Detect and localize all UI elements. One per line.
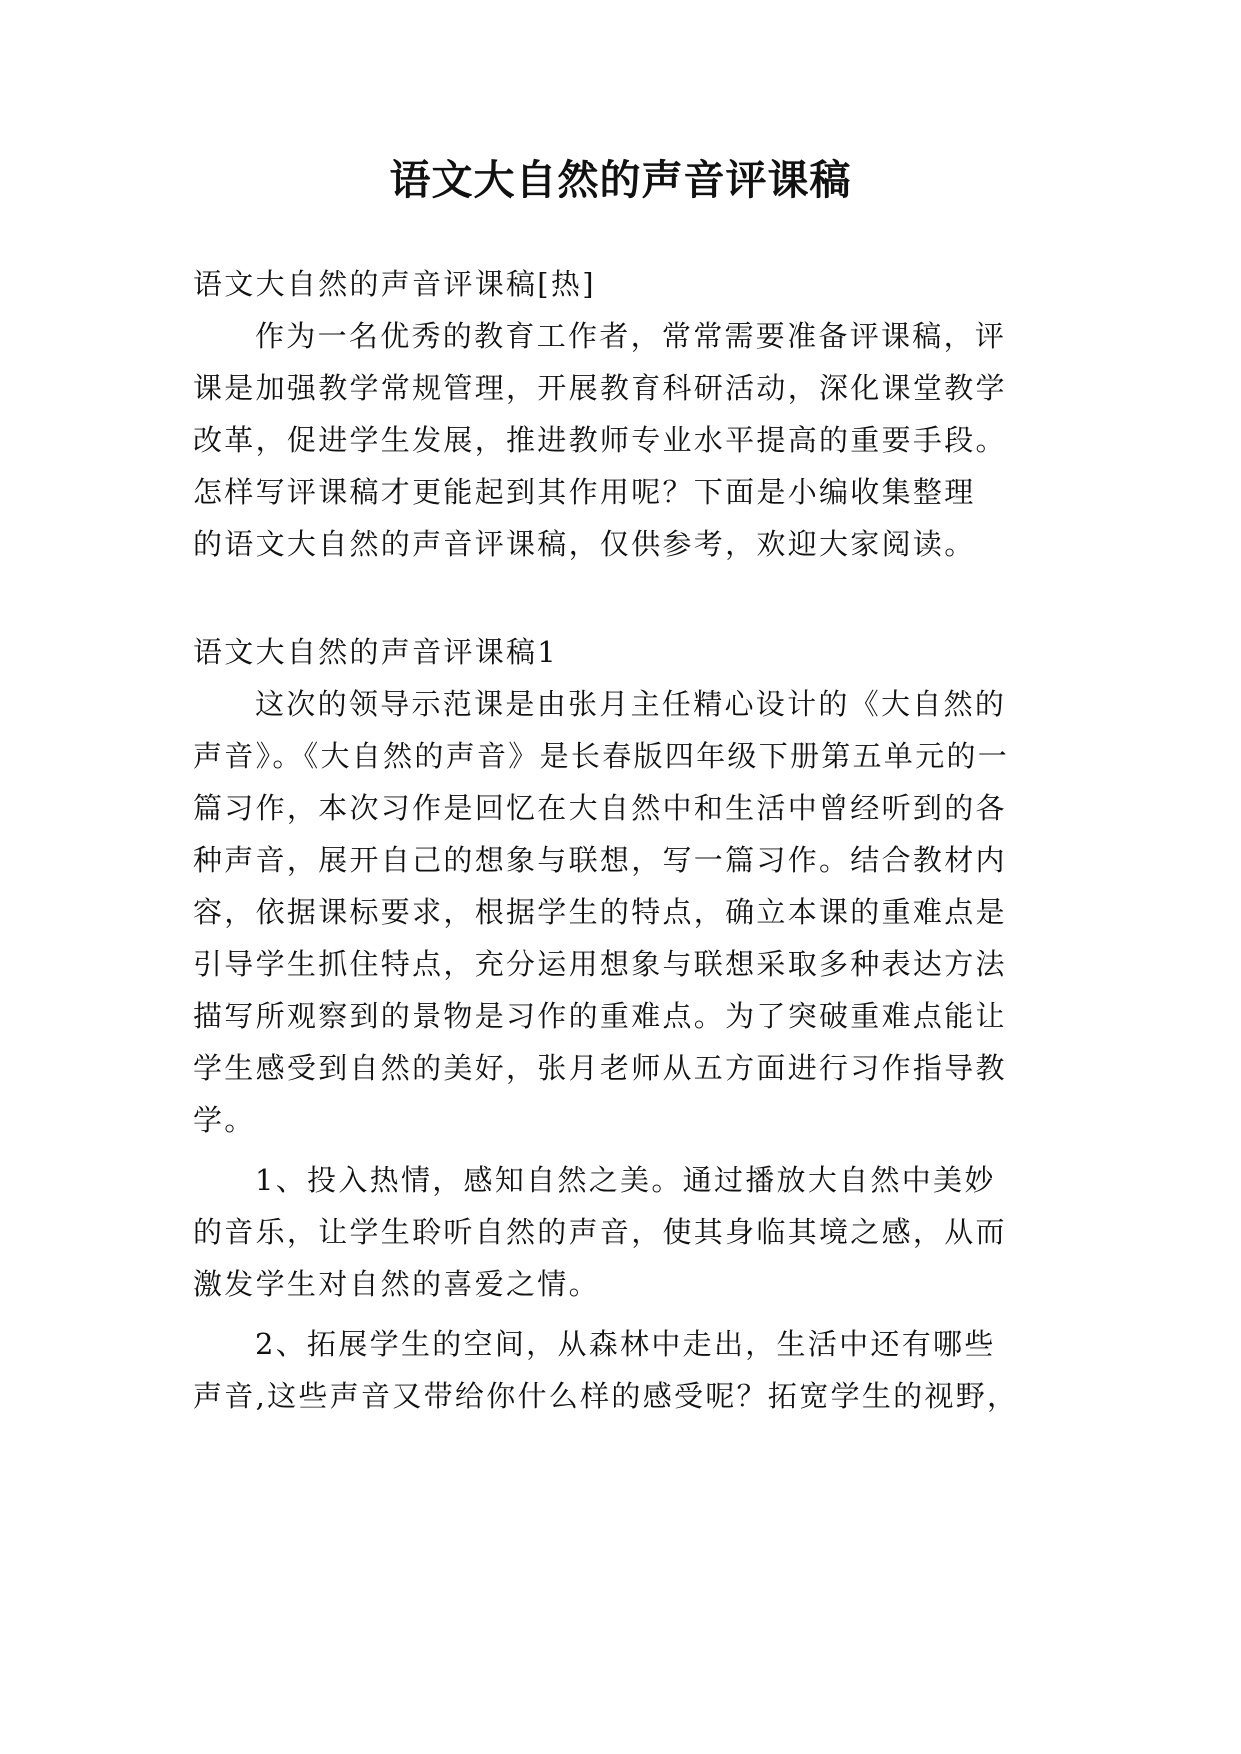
point-1-line: 的音乐，让学生聆听自然的声音，使其身临其境之感，从而 (193, 1215, 1007, 1249)
section-heading: 语文大自然的声音评课稿1 (193, 635, 559, 669)
point-2-line: 声音,这些声音又带给你什么样的感受呢？拓宽学生的视野， (193, 1379, 1019, 1413)
body-paragraph-line: 篇习作，本次习作是回忆在大自然中和生活中曾经听到的各 (193, 791, 1007, 825)
point-1-line: 1、投入热情，感知自然之美。通过播放大自然中美妙 (255, 1163, 996, 1197)
intro-paragraph-line: 的语文大自然的声音评课稿，仅供参考，欢迎大家阅读。 (193, 527, 976, 561)
intro-paragraph-line: 课是加强教学常规管理，开展教育科研活动，深化课堂教学 (193, 371, 1007, 405)
intro-paragraph-line: 作为一名优秀的教育工作者，常常需要准备评课稿，评 (255, 319, 1007, 353)
intro-paragraph-line: 改革，促进学生发展，推进教师专业水平提高的重要手段。 (193, 423, 1007, 457)
point-1-line: 激发学生对自然的喜爱之情。 (193, 1267, 600, 1301)
body-paragraph-line: 种声音，展开自己的想象与联想，写一篇习作。结合教材内 (193, 843, 1007, 877)
body-paragraph-line: 学生感受到自然的美好，张月老师从五方面进行习作指导教 (193, 1051, 1007, 1085)
point-2-line: 2、拓展学生的空间，从森林中走出，生活中还有哪些 (255, 1327, 996, 1361)
page-title: 语文大自然的声音评课稿 (389, 156, 852, 204)
body-paragraph-line: 容，依据课标要求，根据学生的特点，确立本课的重难点是 (193, 895, 1007, 929)
intro-heading: 语文大自然的声音评课稿[热] (193, 267, 596, 301)
body-paragraph-line: 学。 (193, 1103, 256, 1137)
intro-paragraph-line: 怎样写评课稿才更能起到其作用呢？下面是小编收集整理 (193, 475, 976, 509)
body-paragraph-line: 引导学生抓住特点，充分运用想象与联想采取多种表达方法 (193, 947, 1007, 981)
body-paragraph-line: 声音》。《大自然的声音》是长春版四年级下册第五单元的一 (193, 739, 1010, 773)
body-paragraph-line: 描写所观察到的景物是习作的重难点。为了突破重难点能让 (193, 999, 1007, 1033)
body-paragraph-line: 这次的领导示范课是由张月主任精心设计的《大自然的 (255, 687, 1007, 721)
